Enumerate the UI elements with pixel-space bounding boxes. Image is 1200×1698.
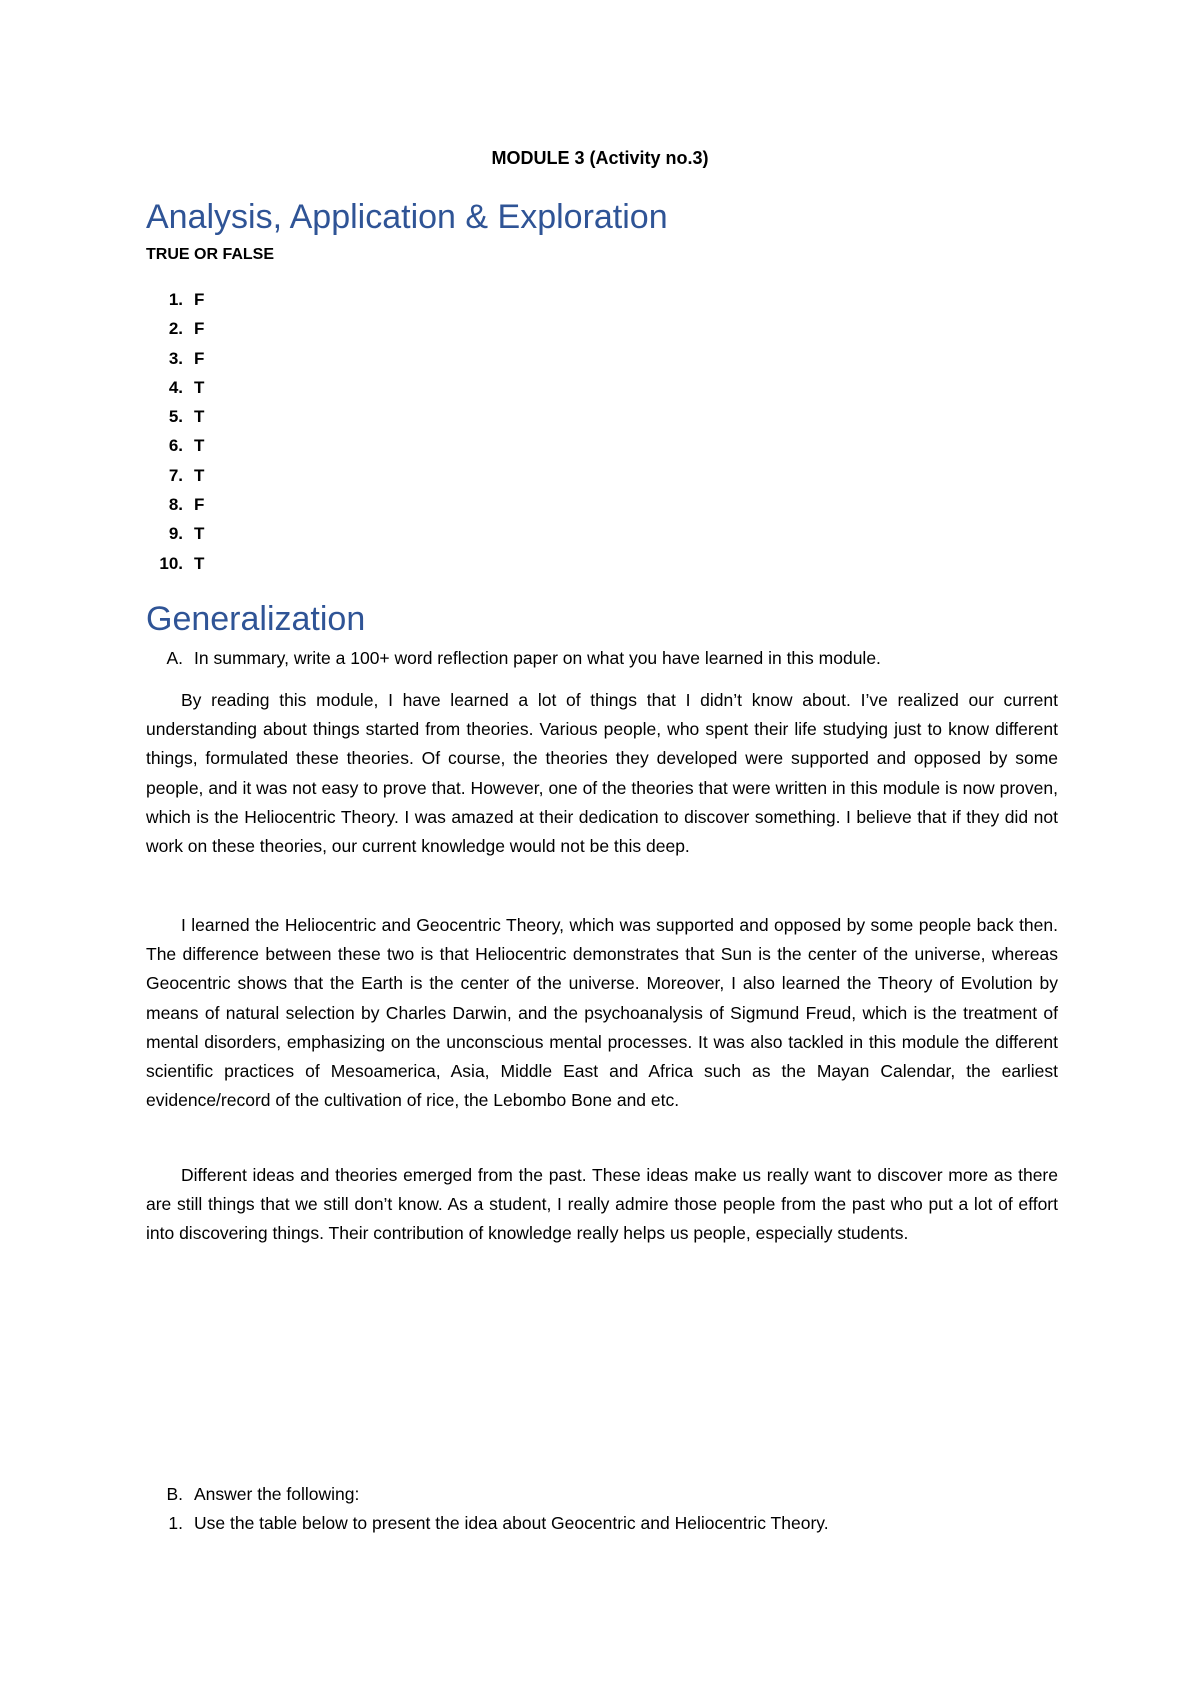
answer-number: 9. bbox=[168, 524, 183, 544]
item-marker: 1. bbox=[168, 1513, 183, 1533]
answer-number: 6. bbox=[168, 436, 183, 456]
answer-item bbox=[146, 466, 204, 495]
answer-value: T bbox=[194, 436, 205, 456]
module-title: MODULE 3 (Activity no.3) bbox=[491, 148, 709, 168]
item-text: Answer the following: bbox=[194, 1484, 360, 1504]
answer-item bbox=[146, 319, 204, 348]
answer-value: F bbox=[194, 290, 205, 309]
answer-item bbox=[146, 378, 204, 407]
answer-number: 5. bbox=[168, 407, 183, 427]
answer-item bbox=[146, 524, 204, 553]
answer-number: 7. bbox=[168, 465, 183, 485]
answer-value: T bbox=[194, 377, 205, 397]
answer-value: T bbox=[194, 553, 205, 573]
answer-value: F bbox=[194, 495, 205, 515]
answer-number: 8. bbox=[168, 495, 183, 515]
reflection-paragraph: By reading this module, I have learned a lot of things that I didn’t know about. I’ve realized our current understanding about things started from theories. Various people, who spent their life studying just to know different things, formulated these theories. Of course, the theories they developed were supported and opposed by some people, and it was not easy to prove that. However, one of the theories that were written in this module is now proven, which is the Heliocentric Theory. I was amazed at their dedication to discover something. I believe that if they did not work on these theories, our current knowledge would not be this deep. bbox=[146, 690, 1058, 857]
item-text: Use the table below to present the idea about Geocentric and Heliocentric Theory. bbox=[194, 1513, 829, 1533]
answer-item bbox=[146, 349, 204, 378]
answer-number: 4. bbox=[168, 377, 183, 397]
reflection-paragraph: Different ideas and theories emerged from the past. These ideas make us really want to discover more as there are still things that we still don’t know. As a student, I really admire those people from the past who put a lot of effort into discovering things. Their contribution of knowledge really helps us people, especially students. bbox=[146, 1165, 1058, 1244]
prompt-item-b bbox=[146, 1484, 359, 1505]
answer-value: F bbox=[194, 348, 205, 368]
answer-value: T bbox=[194, 524, 205, 544]
answer-value: T bbox=[194, 407, 205, 427]
true-false-answer-list bbox=[146, 290, 204, 583]
answer-number: 1. bbox=[168, 290, 183, 309]
section-heading-generalization: Generalization bbox=[146, 600, 366, 638]
prompt-item-a bbox=[146, 648, 881, 669]
answer-number: 3. bbox=[168, 348, 183, 368]
answer-item bbox=[146, 554, 204, 583]
true-or-false-subheading: TRUE OR FALSE bbox=[146, 246, 275, 263]
section-heading-analysis: Analysis, Application & Exploration bbox=[146, 198, 668, 236]
reflection-paragraph: I learned the Heliocentric and Geocentric Theory, which was supported and opposed by some people back then. The difference between these two is that Heliocentric demonstrates that Sun is the center of the universe, whereas Geocentric shows that the Earth is the center of the universe. Moreover, I also learned the Theory of Evolution by means of natural selection by Charles Darwin, and the psychoanalysis of Sigmund Freud, which is the treatment of mental disorders, emphasizing on the unconscious mental processes. It was also tackled in this module the different scientific practices of Mesoamerica, Asia, Middle East and Africa such as the Mayan Calendar, the earliest evidence/record of the cultivation of rice, the Lebombo Bone and etc. bbox=[146, 915, 1058, 1111]
answer-number: 10. bbox=[159, 553, 183, 573]
item-text: In summary, write a 100+ word reflection paper on what you have learned in this module. bbox=[194, 648, 881, 668]
answer-item bbox=[146, 290, 204, 319]
answer-number: 2. bbox=[168, 319, 183, 339]
answer-value: F bbox=[194, 319, 205, 339]
answer-item bbox=[146, 407, 204, 436]
item-marker: B. bbox=[166, 1484, 183, 1504]
answer-item bbox=[146, 436, 204, 465]
question-item-1 bbox=[146, 1513, 829, 1534]
answer-item bbox=[146, 495, 204, 524]
answer-value: T bbox=[194, 465, 205, 485]
item-marker: A. bbox=[166, 648, 183, 668]
